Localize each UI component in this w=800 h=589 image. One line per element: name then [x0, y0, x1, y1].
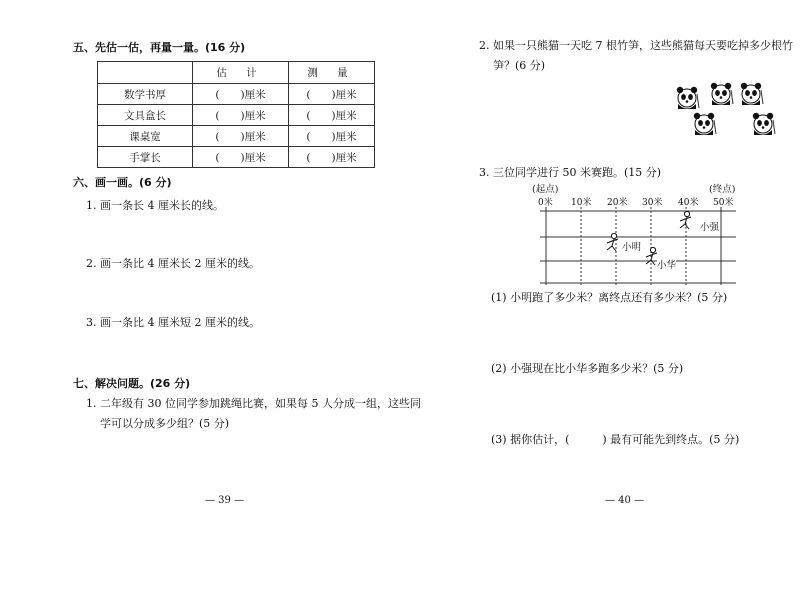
table-row — [98, 105, 375, 126]
table-cell-item: 数学书厚 — [98, 84, 193, 105]
question-1-line-1: 1. 二年级有 30 位同学参加跳绳比赛，如果每 5 人分成一组，这些同 — [86, 397, 421, 410]
estimate-measure-table — [97, 61, 375, 168]
distance-mark: 0米 — [538, 198, 553, 208]
table-cell-item: 文具盒长 — [98, 105, 193, 126]
question-2-line-1: 2. 如果一只熊猫一天吃 7 根竹笋，这些熊猫每天要吃掉多少根竹 — [479, 39, 793, 52]
table-cell-item: 手掌长 — [98, 147, 193, 168]
table-row — [98, 147, 375, 168]
distance-mark: 20米 — [607, 198, 628, 208]
table-header-cell: 估 计 — [193, 62, 289, 84]
panda-icon — [741, 83, 763, 105]
runner-label: 小华 — [657, 260, 677, 271]
sub-question-1: (1) 小明跑了多少米？离终点还有多少米？(5 分) — [491, 291, 728, 304]
panda-icon — [694, 113, 716, 135]
panda-icon — [711, 83, 733, 105]
runner-label: 小明 — [622, 242, 642, 253]
table-cell-estimate: ( )厘米 — [193, 147, 289, 168]
page-number-left: — 39 — — [205, 495, 245, 506]
section6-item-3: 3. 画一条比 4 厘米短 2 厘米的线。 — [86, 316, 260, 329]
distance-mark: 50米 — [713, 198, 734, 208]
section7-title: 七、解决问题。(26 分) — [73, 377, 191, 390]
section6-item-1: 1. 画一条长 4 厘米长的线。 — [86, 199, 224, 212]
section5-title: 五、先估一估，再量一量。(16 分) — [73, 41, 246, 54]
table-header-row — [98, 62, 375, 84]
table-header-cell: 测 量 — [289, 62, 375, 84]
start-label: (起点) — [532, 184, 559, 195]
distance-mark: 10米 — [571, 198, 592, 208]
panda-icon — [677, 87, 699, 109]
distance-mark: 40米 — [678, 198, 699, 208]
finish-label: (终点) — [709, 184, 736, 195]
panda-icon — [753, 113, 775, 135]
question-3-title: 3. 三位同学进行 50 米赛跑。(15 分) — [479, 166, 662, 179]
sub-question-3: (3) 据你估计，( ) 最有可能先到终点。(5 分) — [491, 433, 740, 446]
page-number-right: — 40 — — [605, 495, 645, 506]
table-cell-measure: ( )厘米 — [289, 84, 375, 105]
table-cell-estimate: ( )厘米 — [193, 84, 289, 105]
runner-label: 小强 — [700, 222, 720, 233]
table-cell-measure: ( )厘米 — [289, 147, 375, 168]
distance-mark: 30米 — [642, 198, 663, 208]
table-cell-measure: ( )厘米 — [289, 105, 375, 126]
table-cell-item: 课桌宽 — [98, 126, 193, 147]
table-row — [98, 84, 375, 105]
sub-question-2: (2) 小强现在比小华多跑多少米？(5 分) — [491, 362, 684, 375]
question-1-line-2: 学可以分成多少组？(5 分) — [100, 417, 230, 430]
table-row — [98, 126, 375, 147]
table-cell-measure: ( )厘米 — [289, 126, 375, 147]
section6-title: 六、画一画。(6 分) — [73, 176, 172, 189]
section6-item-2: 2. 画一条比 4 厘米长 2 厘米的线。 — [86, 257, 260, 270]
table-cell-estimate: ( )厘米 — [193, 105, 289, 126]
table-header-cell — [98, 62, 193, 84]
question-2-line-2: 笋？(6 分) — [493, 59, 546, 72]
table-cell-estimate: ( )厘米 — [193, 126, 289, 147]
